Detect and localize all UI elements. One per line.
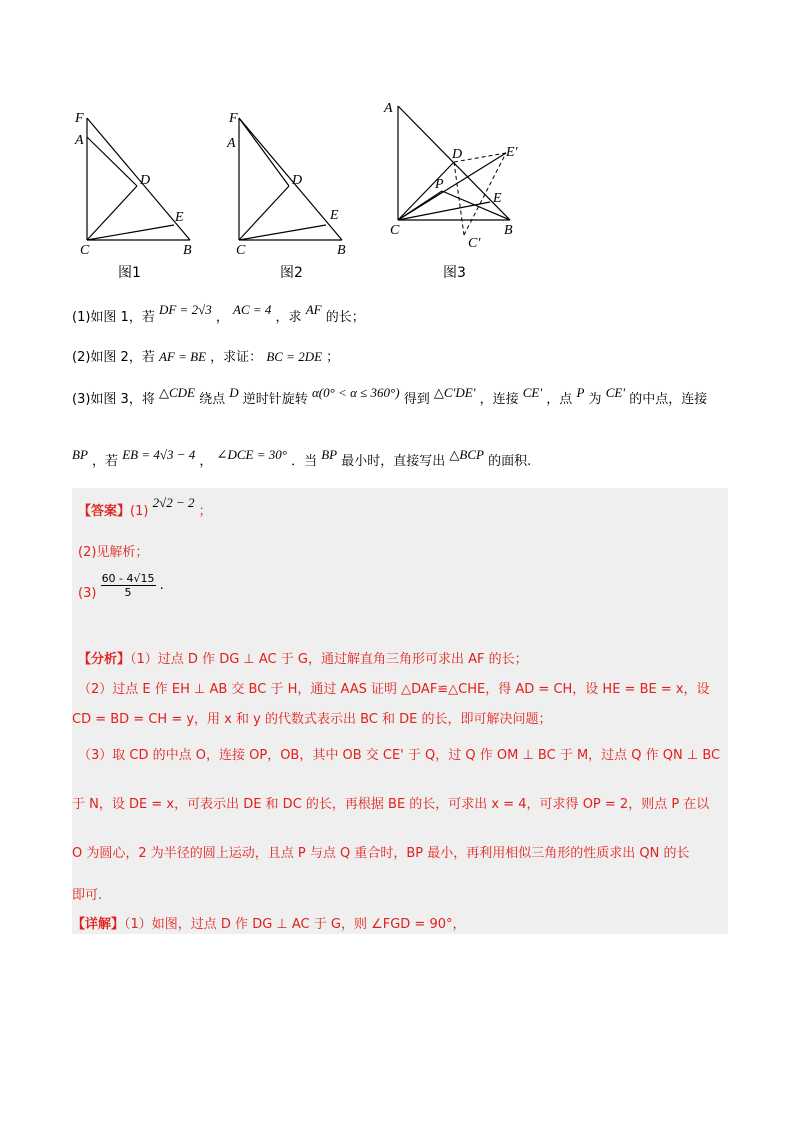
- q3a-math-p: P: [576, 385, 585, 400]
- q1-suffix: 的长；: [325, 310, 365, 325]
- q2-math-bc-2de: BC = 2DE: [266, 349, 323, 364]
- q3a-t1: 绕点: [199, 392, 226, 407]
- answer-line-2: [78, 541, 148, 560]
- figure-1: [70, 100, 210, 260]
- fig3-label-e: E: [493, 191, 502, 206]
- q2-suffix: ；: [326, 350, 340, 365]
- fig2-label-c: C: [236, 243, 246, 258]
- detail-line-1: [72, 913, 466, 932]
- analysis-line-3: CD = BD = CH = y，用 x 和 y 的代数式表示出 BC 和 DE 的长，即可解决问题；: [72, 712, 552, 727]
- q1-math-ac: AC = 4: [233, 302, 272, 317]
- fig1-label-f: F: [75, 111, 84, 126]
- fig3-label-c: C: [390, 223, 400, 238]
- answer-1-value: 2√2 − 2: [152, 495, 195, 510]
- q3a-t4: ，连接: [479, 392, 519, 407]
- fig3-caption: 图3: [443, 265, 466, 281]
- q3a-math-alpha: α(0° < α ≤ 360°): [311, 385, 400, 400]
- q3a-t7: 的中点，连接: [629, 392, 708, 407]
- answer-1-prefix: (1): [130, 504, 149, 519]
- fig1-label-a: A: [75, 133, 84, 148]
- answer-line-3: [78, 572, 164, 599]
- q3b-t5: 的面积.: [488, 454, 532, 469]
- fig1-label-c: C: [80, 243, 90, 258]
- q1-sep2: ，求: [275, 310, 302, 325]
- answer-3-fraction: [101, 572, 156, 599]
- q1-math-af: AF: [305, 302, 322, 317]
- question-3-line-2: [72, 447, 532, 469]
- fig3-label-d: D: [452, 147, 463, 162]
- analysis-tag: 【分析】: [78, 652, 131, 667]
- q1-math-df: DF = 2√3: [158, 302, 212, 317]
- q3a-t2: 逆时针旋转: [242, 392, 308, 407]
- analysis-line-1: [78, 648, 528, 667]
- q3a-prefix: (3)如图 3，将: [72, 392, 155, 407]
- fig3-label-a: A: [384, 101, 393, 116]
- answer-tag: 【答案】: [78, 504, 131, 519]
- q3a-t6: 为: [588, 392, 602, 407]
- answer-3-prefix: (3): [78, 586, 97, 601]
- answer-1-suffix: ；: [198, 504, 212, 519]
- fig1-label-e: E: [175, 210, 184, 225]
- q3a-t5: ，点: [546, 392, 573, 407]
- analysis-line-6: O 为圆心，2 为半径的圆上运动，且点 P 与点 Q 重合时，BP 最小，再利用相似三角形的性质求出 QN 的长: [72, 846, 690, 861]
- answer-3-suffix: .: [159, 578, 164, 593]
- q3b-math-bp-2: BP: [321, 447, 338, 462]
- analysis-line-5: 于 N，设 DE = x，可表示出 DE 和 DC 的长，再根据 BE 的长，可求出 x = 4，可求得 OP = 2，则点 P 在以: [72, 797, 710, 812]
- fig3-label-e1: E': [506, 145, 518, 160]
- question-2: [72, 346, 339, 365]
- fig1-label-d: D: [140, 173, 151, 188]
- fig3-label-p: P: [435, 177, 444, 192]
- fig2-label-d: D: [292, 173, 303, 188]
- detail-tag: 【详解】: [72, 917, 125, 932]
- answer-3-numerator: 60 - 4√15: [101, 572, 155, 585]
- fig1-label-b: B: [183, 243, 192, 258]
- answer-2: (2)见解析；: [78, 545, 149, 560]
- q3b-math-eb: EB = 4√3 − 4: [122, 447, 196, 462]
- q3a-math-d: D: [229, 385, 239, 400]
- q3b-math-bcp: △BCP: [449, 447, 484, 462]
- analysis-line-2: （2）过点 E 作 EH ⊥ AB 交 BC 于 H，通过 AAS 证明 △DAF≌△CHE，得 AD = CH，设 HE = BE = x，设: [78, 682, 710, 697]
- q3a-math-cde-prime: △C'DE': [433, 385, 476, 400]
- fig2-label-f: F: [229, 111, 238, 126]
- q3a-math-ce-prime: CE': [522, 385, 543, 400]
- q3b-t3: ．当: [291, 454, 318, 469]
- detail-text-1: （1）如图，过点 D 作 DG ⊥ AC 于 G，则 ∠FGD = 90°，: [124, 917, 466, 932]
- q1-prefix: (1)如图 1，若: [72, 310, 155, 325]
- q3b-math-bp: BP: [72, 447, 88, 462]
- q3b-t1: ，若: [92, 454, 119, 469]
- analysis-line-7: 即可.: [72, 888, 103, 903]
- fig2-label-a: A: [227, 136, 236, 151]
- q3b-t4: 最小时，直接写出: [341, 454, 446, 469]
- q3b-t2: ，: [199, 454, 213, 469]
- fig3-label-b: B: [504, 223, 513, 238]
- q3a-math-cde: △CDE: [158, 385, 195, 400]
- q2-prefix: (2)如图 2，若: [72, 350, 155, 365]
- fig3-label-c1: C': [468, 236, 481, 251]
- figure-2: [222, 100, 362, 260]
- figure-3: [378, 92, 538, 260]
- analysis-line-4: （3）取 CD 的中点 O，连接 OP，OB，其中 OB 交 CE' 于 Q，过 Q 作 OM ⊥ BC 于 M，过点 Q 作 QN ⊥ BC: [78, 748, 721, 763]
- q2-sep1: ，求证：: [210, 350, 263, 365]
- analysis-text-1: （1）过点 D 作 DG ⊥ AC 于 G，通过解直角三角形可求出 AF 的长；: [130, 652, 528, 667]
- fig1-caption: 图1: [118, 265, 141, 281]
- question-3-line-1: [72, 385, 708, 407]
- question-1: [72, 302, 365, 325]
- q3a-t3: 得到: [403, 392, 430, 407]
- answer-3-denominator: 5: [124, 586, 132, 599]
- q3a-math-ce-prime-2: CE': [605, 385, 626, 400]
- answer-line-1: [78, 495, 212, 519]
- q2-math-af-be: AF = BE: [158, 349, 207, 364]
- fig2-label-e: E: [330, 208, 339, 223]
- fig2-caption: 图2: [280, 265, 303, 281]
- q3b-math-angle: ∠DCE = 30°: [216, 447, 287, 462]
- fig2-label-b: B: [337, 243, 346, 258]
- q1-sep1: ，: [215, 310, 229, 325]
